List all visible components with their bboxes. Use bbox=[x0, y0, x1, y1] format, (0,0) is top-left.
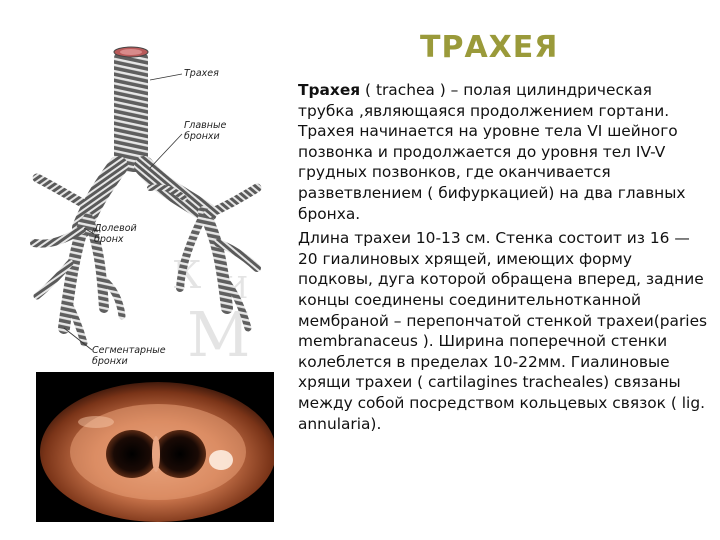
second-paragraph: Длина трахеи 10-13 см. Стенка состоит из 16 — 20 гиалиновых хрящей, имеющих форму подковы, дуга которой обращена вперед, задние концы соединены соединительнотканной мембраной – перепончатой стенкой трахеи(paries membranaceus ). Ширина поперечной стенки колеблется в пределах 10-22мм. Гиалиновые хрящи трахеи ( cartilagines tracheales) связаны между собой посредством кольцевых связок ( lig. annularia). bbox=[298, 229, 708, 433]
label-segmental-bronchi: Сегментарные бронхи bbox=[92, 345, 166, 367]
svg-text:И: И bbox=[222, 271, 249, 306]
svg-text:М: М bbox=[187, 298, 251, 370]
term-trachea: Трахея bbox=[298, 81, 361, 99]
slide-title: ТРАХЕЯ bbox=[420, 30, 559, 65]
intro-text: ( trachea ) – полая цилиндрическая трубка ,являющаяся продолжением гортани. Трахея начинается на уровне тела VI шейного позвонка и продолжается до уровня тел IV-V грудных позвонков, где оканчивается разветвлением ( бифуркацией) на два главных бронха. bbox=[298, 81, 686, 223]
label-trachea: Трахея bbox=[184, 68, 219, 79]
trachea-diagram bbox=[22, 38, 272, 370]
trachea-tube bbox=[114, 52, 148, 172]
label-main-bronchi: Главные бронхи bbox=[184, 120, 227, 142]
description-text bbox=[298, 80, 708, 434]
intro-paragraph bbox=[298, 80, 708, 224]
trachea-illustration bbox=[22, 38, 272, 370]
label-lobar-bronchus: Долевой бронх bbox=[94, 223, 137, 245]
svg-text:К: К bbox=[172, 253, 202, 297]
bronchoscopy-photo bbox=[36, 372, 274, 522]
